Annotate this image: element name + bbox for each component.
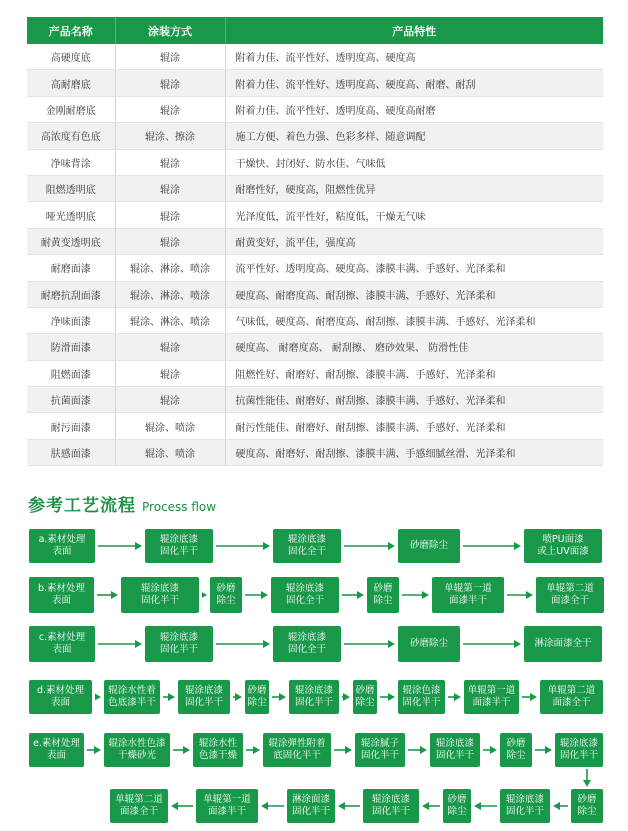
flow-step-e2: 辊涂底漆 固化半干 [363,789,419,823]
flow-arrow [233,692,242,702]
flow-arrow [171,801,193,811]
features-cell: 耐污性能佳、耐磨好、耐刮擦、漆膜丰满、手感好、光泽柔和 [225,413,603,439]
flow-step-e1: e.素材处理 表面 [29,733,84,767]
table-row [27,96,603,122]
product-name-cell: 高耐磨底 [27,70,115,96]
features-cell: 施工方便、着色力强、色彩多样、随意调配 [225,123,603,149]
coating-method-cell: 辊涂 [115,149,225,175]
flow-step-d: 辊涂底漆 固化半干 [178,680,230,714]
flow-step-d: 砂磨 除尘 [245,680,269,714]
flow-step-e1: 砂磨 除尘 [500,733,532,767]
flow-step-e1: 辊涂底漆 固化半干 [555,733,603,767]
coating-method-cell: 辊涂、淋涂、喷涂 [115,281,225,307]
flow-step-e1: 辊涂水性 色漆干燥 [193,733,243,767]
product-name-cell: 肤感面漆 [27,439,115,465]
flow-step-b: 单辊第一道 面漆半干 [432,577,504,613]
features-cell: 耐黄变好，流平佳，强度高 [225,228,603,254]
flow-arrow [342,692,350,702]
flow-step-b: 砂磨 除尘 [367,577,399,613]
flow-arrow [246,745,260,755]
coating-method-cell: 辊涂 [115,334,225,360]
coating-method-cell: 辊涂 [115,70,225,96]
flow-step-e1: 辊涂底漆 固化半干 [430,733,480,767]
features-cell: 附着力佳、流平性好、透明度高、硬度高耐磨 [225,96,603,122]
table-row [27,228,603,254]
flow-step-b: 辊涂底漆 固化半干 [121,577,199,613]
product-name-cell: 阻燃透明底 [27,175,115,201]
flow-arrow [463,541,521,551]
flow-step-a: 砂磨除尘 [398,529,460,563]
flow-arrow [173,745,190,755]
flow-step-d: 砂磨 除尘 [353,680,377,714]
flow-arrow [163,692,175,702]
table-header-row [27,17,603,44]
flow-step-d: 辊涂色漆 固化半干 [398,680,445,714]
coating-method-cell: 辊涂 [115,44,225,70]
flow-arrow [342,590,364,600]
flow-step-e1: 辊涂弹性附着 底固化半干 [263,733,331,767]
table-row [27,70,603,96]
table-row [27,44,603,70]
flow-arrow [344,639,395,649]
product-name-cell: 耐黄变透明底 [27,228,115,254]
product-name-cell: 金刚耐磨底 [27,96,115,122]
flow-arrow [474,801,497,811]
flow-step-e2: 单辊第二道 面漆全干 [110,789,168,823]
flow-arrow [483,745,497,755]
flow-arrow [344,541,395,551]
flow-step-a: 辊涂底漆 固化全干 [273,529,341,563]
flow-arrow-down [582,769,592,787]
process-flow-title [28,491,217,516]
table-row [27,387,603,413]
features-cell: 光泽度低，流平性好，粘度低，干燥无气味 [225,202,603,228]
table-row [27,439,603,465]
flow-step-a: 喷PU面漆 或上UV面漆 [524,529,602,563]
flow-step-e2: 砂磨 除尘 [443,789,471,823]
product-name-cell: 净味面漆 [27,307,115,333]
flow-step-e1: 辊涂腻子 固化半干 [355,733,405,767]
flow-arrow [338,801,360,811]
flow-step-a: 辊涂底漆 固化半干 [145,529,213,563]
product-name-cell: 哑光透明底 [27,202,115,228]
product-name-cell: 高硬度底 [27,44,115,70]
features-cell: 干燥快、封闭好、防水佳、气味低 [225,149,603,175]
flow-arrow [87,745,101,755]
coating-method-cell: 辊涂 [115,96,225,122]
coating-method-cell: 辊涂 [115,228,225,254]
flow-step-e2: 淋涂面漆 固化半干 [287,789,335,823]
flow-arrow [98,639,142,649]
table-row [27,360,603,386]
section-title-cn: 参考工艺流程 [28,496,136,516]
features-cell: 硬度高、耐磨度高、耐刮擦、漆膜丰满、手感好、光泽柔和 [225,281,603,307]
flow-arrow [553,801,568,811]
table-row [27,175,603,201]
table-row [27,334,603,360]
coating-method-cell: 辊涂、喷涂 [115,439,225,465]
flow-arrow [97,590,118,600]
flow-step-c: c.素材处理 表面 [29,626,95,662]
flow-step-d: 单辊第一道 面漆半干 [464,680,519,714]
flow-arrow [380,692,395,702]
features-cell: 阻燃性好、耐磨好、耐刮擦、漆膜丰满、手感好、光泽柔和 [225,360,603,386]
header-product-features: 产品特性 [225,17,603,44]
flow-arrow [463,639,521,649]
product-name-cell: 阻燃面漆 [27,360,115,386]
flow-step-c: 辊涂底漆 固化全干 [273,626,341,662]
coating-method-cell: 辊涂 [115,202,225,228]
section-title-en: Process flow [142,500,217,514]
features-cell: 耐磨性好，硬度高，阻燃性优异 [225,175,603,201]
features-cell: 抗菌性能佳、耐磨好、耐刮擦、漆膜丰满、手感好、光泽柔和 [225,387,603,413]
product-name-cell: 耐磨抗刮面漆 [27,281,115,307]
product-name-cell: 防滑面漆 [27,334,115,360]
coating-method-cell: 辊涂、淋涂、喷涂 [115,307,225,333]
table-row [27,413,603,439]
coating-method-cell: 辊涂 [115,387,225,413]
header-product-name: 产品名称 [27,17,115,44]
flow-arrow [334,745,352,755]
flow-step-a: a.素材处理 表面 [29,529,95,563]
features-cell: 气味低，硬度高、耐磨度高、耐刮擦、漆膜丰满、手感好、光泽柔和 [225,307,603,333]
flow-arrow [422,801,440,811]
table-row [27,255,603,281]
features-cell: 硬度高、耐磨好、耐刮擦、漆膜丰满、手感细腻丝滑、光泽柔和 [225,439,603,465]
product-table [27,17,603,466]
features-cell: 硬度高、 耐磨度高、 耐刮擦、 磨砂效果、 防滑性佳 [225,334,603,360]
coating-method-cell: 辊涂 [115,360,225,386]
flow-arrow [507,590,533,600]
flow-arrow [216,639,270,649]
features-cell: 附着力佳、流平性好、透明度高、硬度高 [225,44,603,70]
flow-step-c: 砂磨除尘 [398,626,460,662]
features-cell: 流平性好、透明度高、硬度高、漆膜丰满、手感好、光泽柔和 [225,255,603,281]
product-name-cell: 抗菌面漆 [27,387,115,413]
coating-method-cell: 辊涂、擦涂 [115,123,225,149]
flow-step-d: 辊涂水性着 色底漆半干 [104,680,160,714]
flow-arrow [402,590,429,600]
flow-step-b: b.素材处理 表面 [29,577,94,613]
flow-step-e2: 单辊第一道 面漆半干 [196,789,258,823]
table-row [27,149,603,175]
flow-step-c: 淋涂面漆全干 [524,626,602,662]
flow-arrow [522,692,537,702]
flow-arrow [261,801,284,811]
flow-arrow [272,692,286,702]
flow-step-b: 单辊第二道 面漆全干 [536,577,604,613]
flow-step-e1: 辊涂水性色漆 干燥砂光 [104,733,170,767]
flow-arrow [202,590,207,600]
flow-step-d: 单辊第二道 面漆全干 [540,680,603,714]
table-row [27,281,603,307]
flow-arrow [408,745,427,755]
flow-arrow [245,590,268,600]
flow-arrow [448,692,461,702]
coating-method-cell: 辊涂 [115,175,225,201]
flow-step-b: 辊涂底漆 固化全干 [271,577,339,613]
product-name-cell: 净味背涂 [27,149,115,175]
product-name-cell: 耐磨面漆 [27,255,115,281]
flow-step-c: 辊涂底漆 固化半干 [145,626,213,662]
table-row [27,123,603,149]
flow-step-e2: 砂磨 除尘 [571,789,603,823]
flow-step-b: 砂磨 除尘 [210,577,242,613]
flow-step-d: d.素材处理 表面 [29,680,92,714]
table-row [27,307,603,333]
flow-arrow [216,541,270,551]
coating-method-cell: 辊涂、喷涂 [115,413,225,439]
product-name-cell: 高浓度有色底 [27,123,115,149]
flow-arrow [95,692,101,702]
table-row [27,202,603,228]
header-coating-method: 涂装方式 [115,17,225,44]
flow-arrow [98,541,142,551]
flow-step-d: 辊涂底漆 固化半干 [289,680,339,714]
coating-method-cell: 辊涂、淋涂、喷涂 [115,255,225,281]
flow-arrow [535,745,552,755]
flow-step-e2: 辊涂底漆 固化半干 [500,789,550,823]
features-cell: 附着力佳、流平性好、透明度高、硬度高、耐磨、耐刮 [225,70,603,96]
product-name-cell: 耐污面漆 [27,413,115,439]
